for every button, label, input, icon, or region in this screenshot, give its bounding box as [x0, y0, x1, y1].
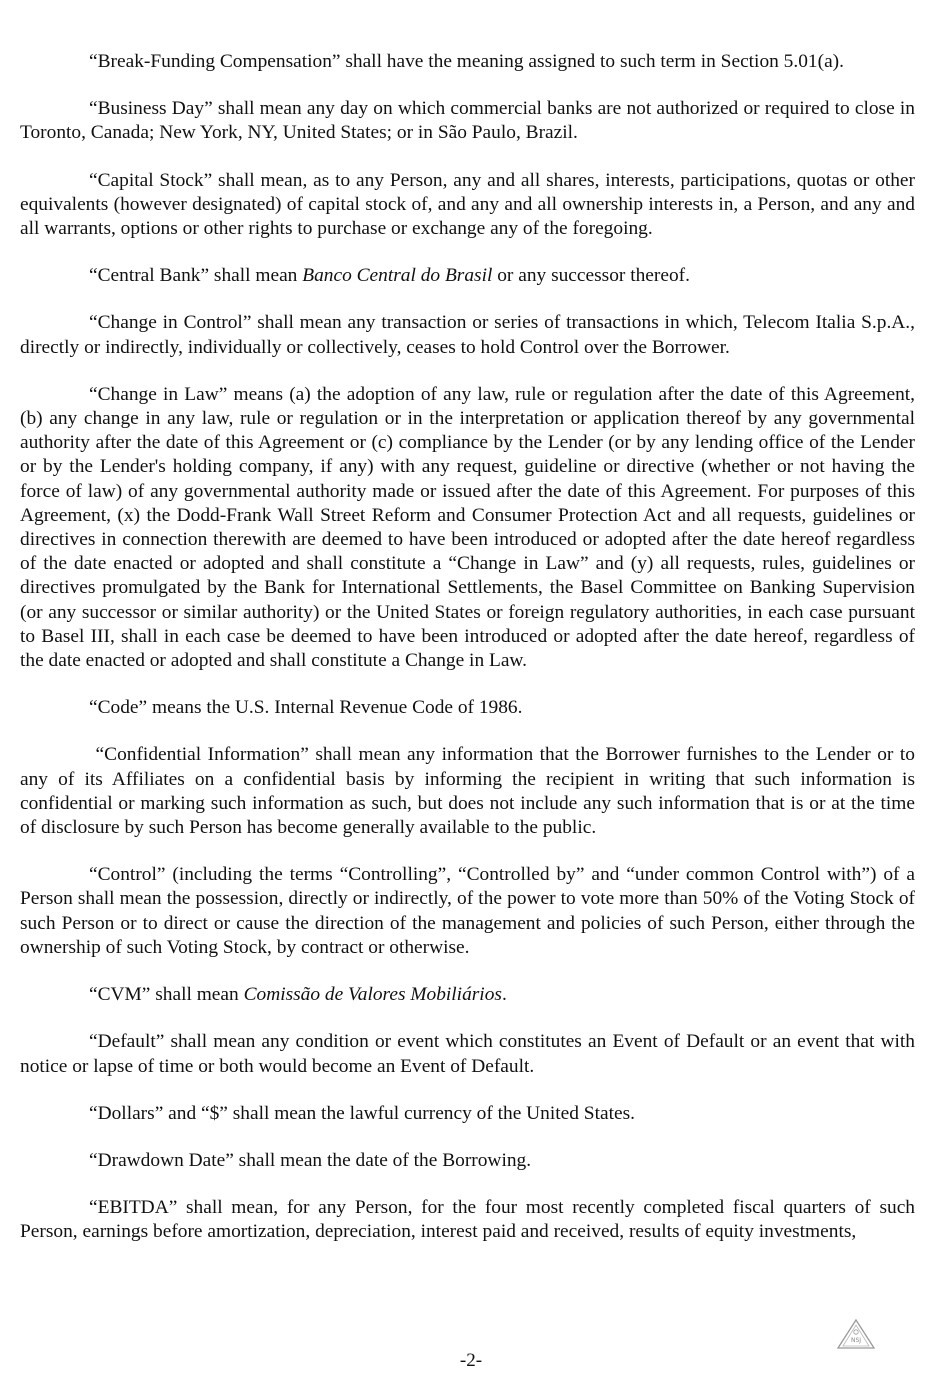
cvm-name: Comissão de Valores Mobiliários	[243, 984, 502, 1006]
definition-default: “Default” shall mean any condition or event which constitutes an Event of Default or an event that with notice or lapse of time or both would become an Event of Default.	[20, 1031, 915, 1077]
definition-drawdown-date: “Drawdown Date” shall mean the date of the Borrowing.	[89, 1149, 532, 1171]
nsj-seal-icon	[836, 1318, 876, 1350]
document-body	[20, 50, 920, 1245]
definition-ebitda: “EBITDA” shall mean, for any Person, for the four most recently completed fiscal quarters of such Person, earnings before amortization, depreciation, interest paid and received, results of equity investments,	[20, 1197, 915, 1243]
definition-dollars: “Dollars” and “$” shall mean the lawful currency of the United States.	[89, 1102, 635, 1124]
page-number: -2-	[459, 1350, 483, 1371]
definition-capital-stock: “Capital Stock” shall mean, as to any Person, any and all shares, interests, participations, quotas or other equivalents (however designated) of capital stock of, and any and all ownership interests in, a Person, and any and all warrants, options or other rights to purchase or exchange any of the foregoing.	[20, 169, 915, 240]
stamp-label: NSJ	[850, 1337, 862, 1344]
definition-change-in-control: “Change in Control” shall mean any transaction or series of transactions in which, Telecom Italia S.p.A., directly or indirectly, individually or collectively, ceases to hold Control over the Borrower.	[20, 312, 915, 358]
definition-cvm: “CVM” shall mean Comissão de Valores Mobiliários.	[89, 984, 507, 1006]
definition-central-bank: “Central Bank” shall mean Banco Central do Brasil or any successor thereof.	[89, 265, 690, 287]
central-bank-name: Banco Central do Brasil	[302, 265, 493, 287]
definition-code: “Code” means the U.S. Internal Revenue Code of 1986.	[89, 697, 523, 719]
definition-confidential-information: “Confidential Information” shall mean any information that the Borrower furnishes to the Lender or to any of its Affiliates on a confidential basis by informing the recipient in writing that such information is confidential or marking such information as such, but does not include any such information that is or at the time of disclosure by such Person has become generally available to the public.	[20, 744, 920, 839]
definition-change-in-law: “Change in Law” means (a) the adoption of any law, rule or regulation after the date of this Agreement, (b) any change in any law, rule or regulation or in the interpretation or application thereof by any governmental authority after the date of this Agreement or (c) compliance by the Lender (or by any lending office of the Lender or by the Lender's holding company, if any) with any request, guideline or directive (whether or not having the force of law) of any governmental authority made or issued after the date of this Agreement. For purposes of this Agreement, (x) the Dodd-Frank Wall Street Reform and Consumer Protection Act and all requests, guidelines or directives in connection therewith are deemed to have been introduced or adopted after the date hereof regardless of the date enacted or adopted and shall constitute a “Change in Law” and (y) all requests, rules, guidelines or directives promulgated by the Bank for International Settlements, the Basel Committee on Banking Supervision (or any successor or similar authority) or the United States or foreign regulatory authorities, in each case pursuant to Basel III, shall in each case be deemed to have been introduced or adopted after the date hereof, regardless of the date enacted or adopted and shall constitute a Change in Law.	[20, 383, 915, 672]
definition-break-funding-compensation: “Break-Funding Compensation” shall have the meaning assigned to such term in Section 5.01(a).	[89, 51, 844, 72]
definition-business-day: “Business Day” shall mean any day on which commercial banks are not authorized or required to close in Toronto, Canada; New York, NY, United States; or in São Paulo, Brazil.	[20, 98, 915, 144]
definition-control: “Control” (including the terms “Controlling”, “Controlled by” and “under common Control with”) of a Person shall mean the possession, directly or indirectly, of the power to vote more than 50% of the Voting Stock of such Person or to direct or cause the direction of the management and policies of such Person, either through the ownership of such Voting Stock, by contract or otherwise.	[20, 864, 915, 958]
